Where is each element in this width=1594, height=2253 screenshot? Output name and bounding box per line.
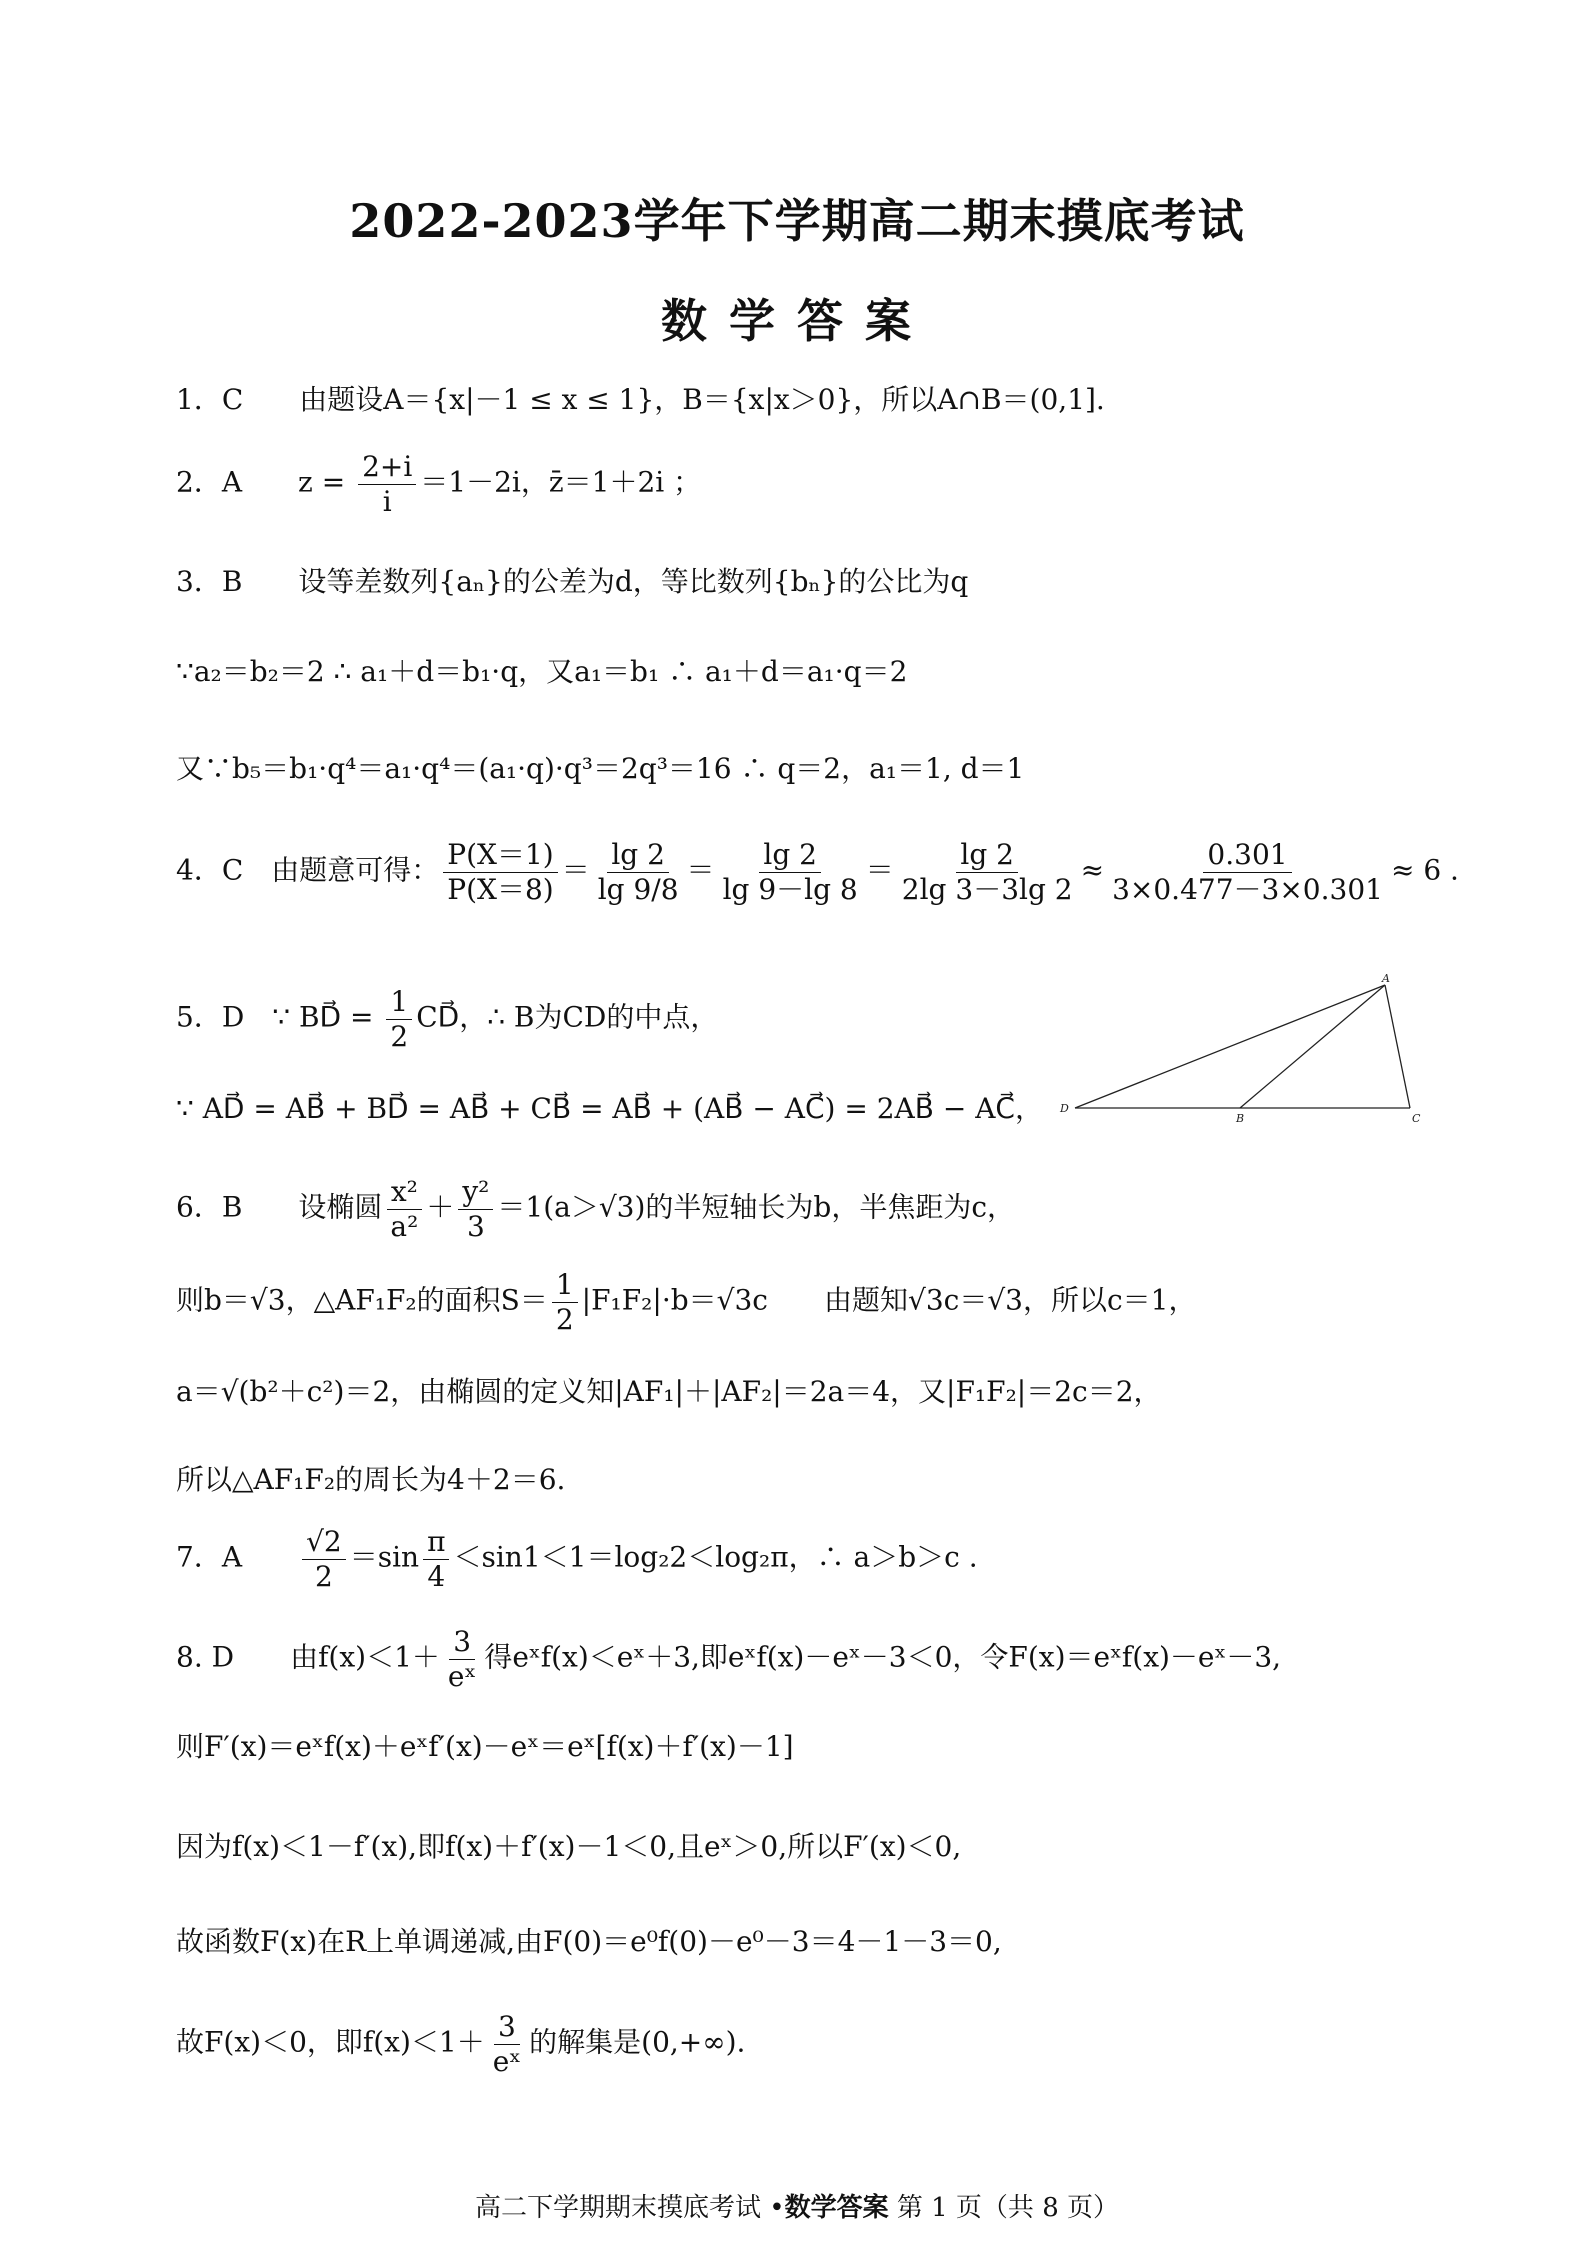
answer-6-step-3: 所以△AF₁F₂的周长为4＋2＝6. <box>176 1463 566 1496</box>
label-a: A <box>1382 972 1390 985</box>
answer-6: 6．B 设椭圆 $\frac{\text{x²}}{\text{a²}}$ ＋ $\frac{\text{y²}}{3}$ ＝1(a＞√3)的半短轴长为b，半焦距为c， <box>176 1175 1016 1243</box>
answer-8: 8. D 由f(x)＜1＋ $\frac{3}{\text{eˣ}}$ 得eˣf(x)＜eˣ＋3,即eˣf(x)－eˣ－3＜0，令F(x)＝eˣf(x)－eˣ－3, <box>176 1625 1282 1693</box>
answer-3: 3．B 设等差数列{aₙ}的公差为d，等比数列{bₙ}的公比为q <box>176 565 969 598</box>
answer-6-step-2: a＝√(b²＋c²)＝2，由椭圆的定义知|AF₁|＋|AF₂|＝2a＝4，又|F₁F₂|＝2c＝2， <box>176 1375 1162 1408</box>
page-footer: 高二下学期期末摸底考试 •数学答案 第 1 页（共 8 页） <box>474 2193 1120 2223</box>
fraction: $\frac{2+i}{i}$ <box>358 450 416 518</box>
answer-8-step-2: 因为f(x)＜1－f′(x),即f(x)＋f′(x)－1＜0,且eˣ＞0,所以F′(x)＜0, <box>176 1830 962 1863</box>
label-d: D <box>1060 1102 1069 1115</box>
answer-5: 5．D ∵ BD⃗ = $\frac{1}{2}$ CD⃗，∴ B为CD的中点， <box>176 985 719 1053</box>
label-b: B <box>1236 1112 1245 1125</box>
answer-1: 1．C 由题设A＝{x|－1 ≤ x ≤ 1}，B＝{x|x＞0}，所以A∩B＝(0,1]. <box>176 383 1105 416</box>
answer-7: 7．A $\frac{√2}{2}$ ＝sin $\frac{\pi}{4}$ ＜sin1＜1＝log₂2＜log₂π，∴ a＞b＞c . <box>176 1525 978 1593</box>
answer-5-step-1: ∵ AD⃗ = AB⃗ + BD⃗ = AB⃗ + CB⃗ = AB⃗ + (AB⃗ − AC⃗) = 2AB⃗ − AC⃗， <box>176 1092 1043 1125</box>
answer-4: 4．C 由题意可得： $\frac{P(X=1)}{P(X=8)}$ ＝ $\frac{\lg 2}{\lg 9/8}$ ＝ $\frac{\lg 2}{\lg 9-\lg 8}$ ＝ $\frac{\lg 2}{2\lg 3-3\lg 2}$ ≈ $\frac{0.301}{3\times 0.477-3\times 0.301}$ ≈ 6 . <box>176 838 1459 906</box>
answer-6-step-1: 则b＝√3，△AF₁F₂的面积S＝ $\frac{1}{2}$ |F₁F₂|·b＝√3c 由题知√3c＝√3，所以c＝1， <box>176 1268 1197 1336</box>
answer-3-step-2: 又∵b₅＝b₁·q⁴＝a₁·q⁴＝(a₁·q)·q³＝2q³＝16 ∴ q＝2，a₁＝1, d＝1 <box>176 752 1025 785</box>
answer-8-step-4: 故F(x)＜0，即f(x)＜1＋ $\frac{3}{\text{eˣ}}$ 的解集是(0,+∞). <box>176 2010 746 2078</box>
answer-3-step-1: ∵a₂＝b₂＝2 ∴ a₁＋d＝b₁·q，又a₁＝b₁ ∴ a₁＋d＝a₁·q＝2 <box>176 655 908 688</box>
answer-8-step-3: 故函数F(x)在R上单调递减,由F(0)＝e⁰f(0)－e⁰－3＝4－1－3＝0, <box>176 1925 1002 1958</box>
triangle-figure <box>1060 972 1421 1130</box>
page-subtitle: 数学答案 <box>661 294 933 348</box>
label-c: C <box>1412 1112 1421 1125</box>
answer-8-step-1: 则F′(x)＝eˣf(x)＋eˣf′(x)－eˣ＝eˣ[f(x)＋f′(x)－1] <box>176 1730 794 1763</box>
page-title: 2022-2023学年下学期高二期末摸底考试 <box>349 194 1245 248</box>
answer-2: 2．A z = $\frac{2+i}{i}$ ＝1－2i，z̄＝1＋2i ； <box>176 450 702 518</box>
